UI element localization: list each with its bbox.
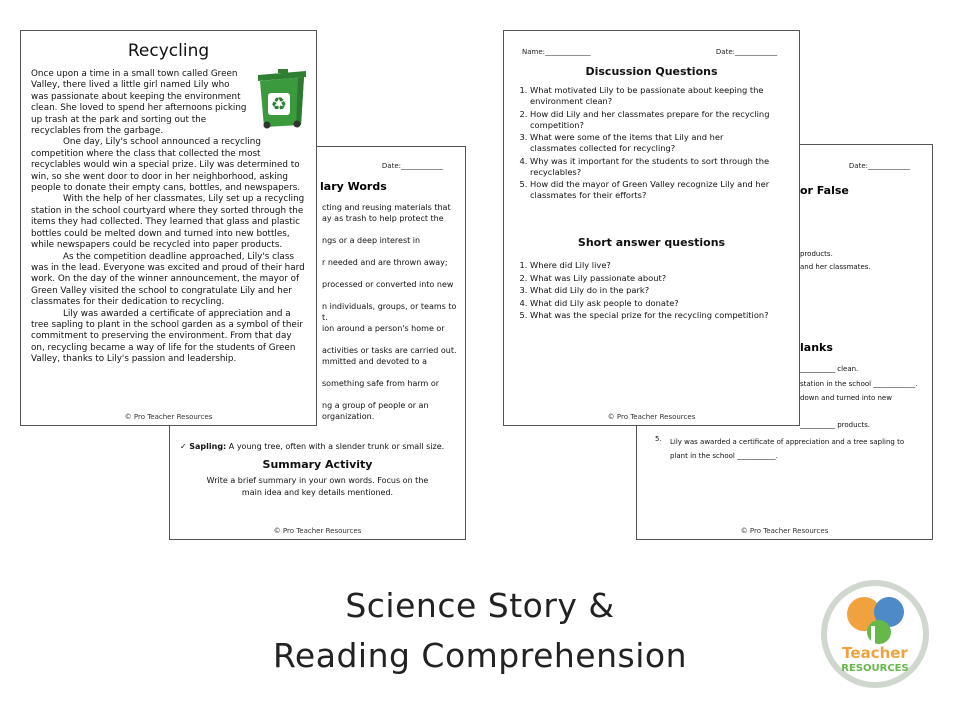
story-text (31, 69, 308, 366)
story-paragraph-1: Once upon a time in a small town called Green Valley, there lived a little girl named Lily who was passionate about keeping the environment clean. She loved to spend her afternoons picking up trash at the park and sorting out the recyclables from the garbage. (31, 69, 247, 137)
short-answer-list (508, 260, 788, 323)
blank-line-1: __________ clean. (800, 365, 859, 373)
checkmark-icon: ✓ (180, 442, 187, 451)
tf-line-2: and her classmates. (800, 263, 871, 271)
sapling-text: A young tree, often with a slender trunk or small size. (228, 442, 445, 451)
date-field-label: Date:____________ (381, 162, 443, 170)
vocabulary-line (322, 290, 462, 301)
sapling-term: Sapling: (189, 442, 227, 451)
vocabulary-line (322, 389, 462, 400)
caption-line-1: Science Story & (345, 586, 615, 625)
vocabulary-line: organization. (322, 412, 375, 421)
short-answer-question: 2. What was Lily passionate about? (530, 273, 788, 284)
page-footer: © Pro Teacher Resources (124, 413, 213, 421)
story-paragraph-4: As the competition deadline approached, Lily's class was in the lead. Everyone was excited and proud of their hard work. On the day of the winner announcement, the mayor of Green Valley visited the school to congratulate Lily and her classmates for their dedication to recycling. (31, 251, 305, 308)
vocabulary-line (322, 268, 462, 279)
discussion-question: 4. Why was it important for the students to sort through the recyclables? (530, 156, 770, 178)
vocabulary-line: mmitted and devoted to a (322, 357, 428, 366)
page-footer: © Pro Teacher Resources (607, 413, 696, 421)
teacher-resources-logo (819, 578, 931, 690)
vocabulary-line (322, 224, 462, 235)
story-title: Recycling (127, 41, 210, 61)
date-field-label: Date:____________ (715, 48, 777, 56)
vocabulary-line: processed or converted into new (322, 280, 454, 289)
page-footer: © Pro Teacher Resources (740, 527, 829, 535)
vocabulary-line: activities or tasks are carried out. (322, 346, 457, 355)
logo-word-resources: RESOURCES (841, 663, 909, 674)
discussion-title: Discussion Questions (585, 65, 718, 78)
discussion-question: 1. What motivated Lily to be passionate about keeping the environment clean? (530, 85, 770, 107)
short-answer-title: Short answer questions (577, 236, 726, 249)
vocabulary-line: cting and reusing materials that (322, 203, 451, 212)
vocabulary-title: lary Words (320, 180, 387, 193)
blank-line-2: station in the school ____________. (800, 380, 918, 388)
blank-item-4: __________ products. (800, 421, 871, 429)
discussion-question: 3. What were some of the items that Lily and her classmates collected for recycling? (530, 132, 770, 154)
discussion-question: 5. How did the mayor of Green Valley recognize Lily and her classmates for their efforts? (530, 179, 770, 201)
caption-line-2: Reading Comprehension (272, 636, 687, 675)
vocabulary-line (322, 367, 462, 378)
story-paragraph-5: Lily was awarded a certificate of appreciation and a tree sapling to plant in the school garden as a symbol of their commitment to preserving the environment. From that day on, recycling became a way of life for the students of Green Valley, thanks to Lily's passion and leadership. (31, 308, 303, 365)
story-worksheet-page (20, 30, 317, 426)
logo-word-teacher: Teacher (842, 644, 908, 662)
summary-activity-text: Write a brief summary in your own words. Focus on the main idea and key details mentioned. (206, 476, 429, 497)
discussion-question-list (508, 85, 770, 203)
vocabulary-definitions (322, 202, 462, 422)
vocabulary-line: ion around a person's home or (322, 324, 445, 333)
vocabulary-line: ngs or a deep interest in (322, 236, 421, 245)
vocabulary-line: t. (322, 313, 328, 322)
vocabulary-line (322, 334, 462, 345)
vocabulary-line: something safe from harm or (322, 379, 440, 388)
discussion-worksheet-page (503, 30, 800, 426)
blank-item-5-number: 5. (655, 435, 662, 443)
short-answer-question: 3. What did Lily do in the park? (530, 285, 788, 296)
blank-line-3: down and turned into new (800, 394, 892, 402)
short-answer-question: 1. Where did Lily live? (530, 260, 788, 271)
vocabulary-line: ay as trash to help protect the (322, 214, 444, 223)
vocabulary-line: r needed and are thrown away; (322, 258, 448, 267)
vocabulary-line: ng a group of people or an (322, 401, 429, 410)
svg-text:♻: ♻ (270, 94, 288, 115)
fill-in-blanks-title: lanks (800, 341, 833, 354)
short-answer-question: 4. What did Lily ask people to donate? (530, 298, 788, 309)
story-paragraph-2: One day, Lily's school announced a recycling competition where the class that collected the most recyclables would win a special prize. Lily was determined to win, so she went door to door in her neighborhood, asking people to donate their empty cans, bottles, and newspapers. (31, 137, 301, 194)
tf-line-1: products. (800, 250, 833, 258)
name-field-label: Name:_____________ (522, 48, 591, 56)
discussion-question: 2. How did Lily and her classmates prepare for the recycling competition? (530, 109, 770, 131)
recycling-bin-icon (254, 67, 310, 129)
sapling-definition (180, 441, 444, 452)
story-paragraph-3: With the help of her classmates, Lily set up a recycling station in the school courtyard where they sorted through the items they had collected. They learned that glass and plastic bottles could be melted down and turned into new bottles, while newspapers could be recycled into paper products. (31, 194, 305, 251)
page-footer: © Pro Teacher Resources (273, 527, 362, 535)
date-field-label: Date:____________ (848, 162, 910, 170)
short-answer-question: 5. What was the special prize for the recycling competition? (530, 310, 788, 321)
summary-activity-title: Summary Activity (262, 458, 373, 471)
true-false-title: or False (800, 184, 849, 197)
blank-item-5: Lily was awarded a certificate of appreciation and a tree sapling to plant in the school ___________. (670, 438, 905, 460)
vocabulary-line (322, 246, 462, 257)
vocabulary-line: n individuals, groups, or teams to (322, 302, 457, 311)
